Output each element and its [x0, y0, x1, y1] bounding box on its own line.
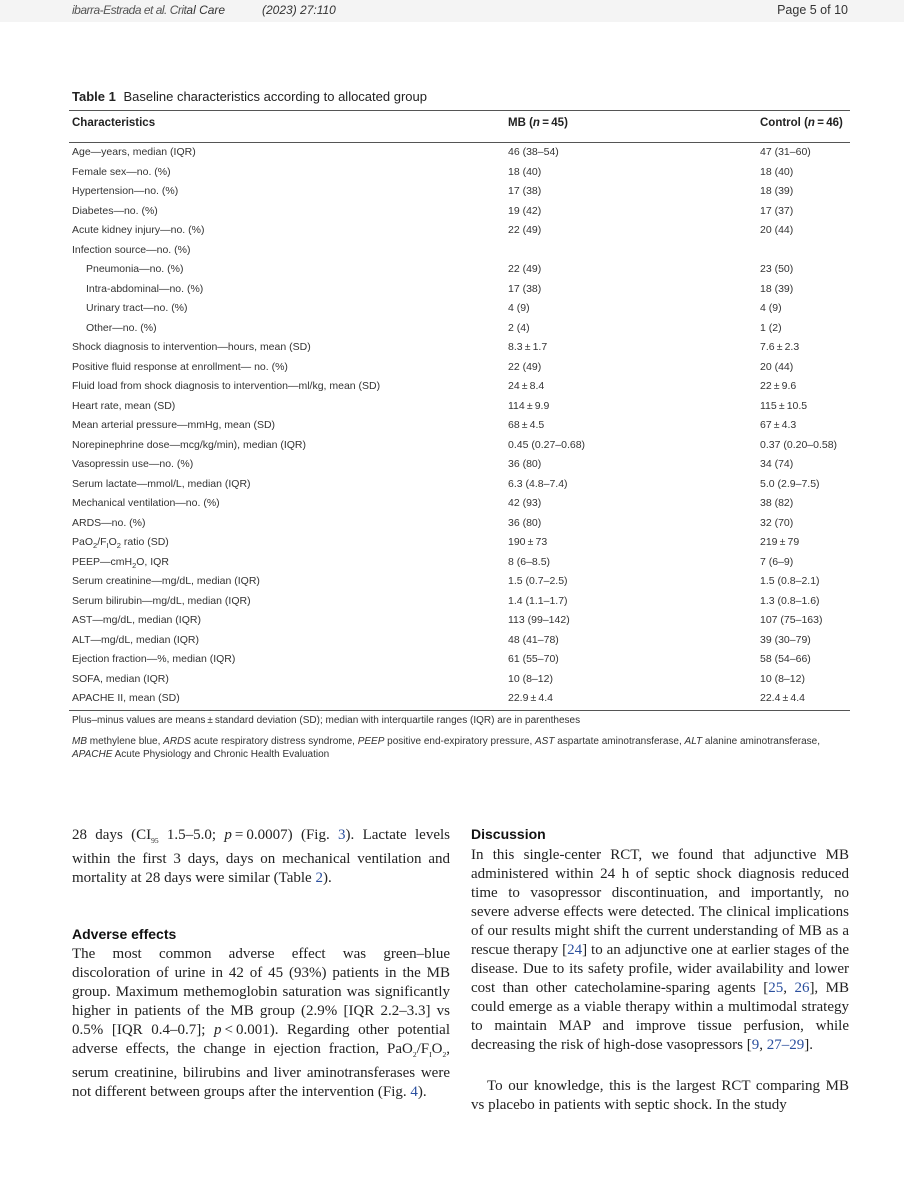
cell-control: 0.37 (0.20–0.58) — [760, 438, 838, 451]
cell-control: 18 (40) — [760, 165, 794, 178]
cell-control: 115 ± 10.5 — [760, 399, 808, 412]
cell-control: 4 (9) — [760, 302, 782, 314]
cell-characteristic: Serum bilirubin—mg/dL, median (IQR) — [72, 594, 251, 607]
cell-characteristic: Serum lactate—mmol/L, median (IQR) — [72, 477, 251, 490]
cell-characteristic: Age—years, median (IQR) — [72, 146, 196, 158]
page-header — [72, 3, 848, 21]
cell-mb: 1.4 (1.1–1.7) — [508, 594, 568, 607]
cell-mb: 113 (99–142) — [508, 614, 570, 626]
cell-mb: 114 ± 9.9 — [508, 399, 550, 412]
table-bottom-rule — [69, 710, 850, 711]
cell-characteristic: SOFA, median (IQR) — [72, 672, 169, 685]
table-header-rule — [69, 142, 850, 143]
cell-characteristic: Urinary tract—no. (%) — [86, 302, 188, 314]
cell-characteristic: Ejection fraction—%, median (IQR) — [72, 653, 236, 665]
table-row — [72, 166, 850, 185]
journal-name: ibarra-Estrada et al. Crital Care — [72, 3, 226, 17]
table-row — [72, 400, 850, 419]
cell-characteristic: Pneumonia—no. (%) — [86, 263, 184, 275]
cell-characteristic: Other—no. (%) — [86, 321, 157, 334]
cell-mb: 18 (40) — [508, 165, 542, 178]
table-row — [72, 634, 850, 653]
cell-mb: 22 (49) — [508, 263, 542, 275]
cell-control: 17 (37) — [760, 204, 794, 217]
table-row — [72, 302, 850, 321]
cell-control: 5.0 (2.9–7.5) — [760, 477, 820, 490]
cell-control: 10 (8–12) — [760, 672, 805, 685]
table-row — [72, 146, 850, 165]
table-row — [72, 556, 850, 575]
table-row — [72, 322, 850, 341]
cell-mb: 22 (49) — [508, 224, 542, 236]
cell-control: 107 (75–163) — [760, 614, 823, 626]
table-row — [72, 458, 850, 477]
cell-control: 7 (6–9) — [760, 555, 794, 568]
cell-mb: 61 (55–70) — [508, 653, 559, 665]
cell-mb: 19 (42) — [508, 204, 542, 217]
cell-characteristic: Infection source—no. (%) — [72, 243, 191, 256]
table-row — [72, 575, 850, 594]
cell-mb: 42 (93) — [508, 497, 542, 509]
table-row — [72, 536, 850, 555]
cell-characteristic: Mean arterial pressure—mmHg, mean (SD) — [72, 419, 276, 431]
heading-discussion: Discussion — [471, 826, 546, 842]
col-header-characteristics: Characteristics — [72, 117, 156, 129]
cell-control: 1.5 (0.8–2.1) — [760, 575, 820, 587]
table-row — [72, 244, 850, 263]
cell-control: 1 (2) — [760, 321, 782, 334]
cell-characteristic: Mechanical ventilation—no. (%) — [72, 497, 220, 509]
cell-control: 22.4 ± 4.4 — [760, 692, 805, 704]
cell-characteristic: Heart rate, mean (SD) — [72, 399, 176, 412]
cell-characteristic: Serum creatinine—mg/dL, median (IQR) — [72, 575, 260, 587]
cell-characteristic: Hypertension—no. (%) — [72, 185, 179, 197]
table-row — [72, 224, 850, 243]
table-caption — [72, 89, 427, 104]
left-para-1: 28 days ($CI_{95}$ 1.5–5.0; p = 0.0007) (Fig. 3). Lactate levels within the first 3 days, days on mechanical ventilation and mortality at 28 days were similar (Table 2). — [72, 827, 450, 886]
table-row — [72, 595, 850, 614]
cell-mb: 190 ± 73 — [508, 536, 548, 548]
table-row — [72, 614, 850, 633]
table-row — [72, 380, 850, 399]
cell-mb: 36 (80) — [508, 458, 542, 470]
cell-characteristic: Norepinephrine dose—mcg/kg/min), median (IQR) — [72, 438, 307, 451]
table-top-rule — [69, 110, 850, 111]
page-number: Page 5 of 10 — [777, 3, 848, 17]
table-row — [72, 653, 850, 672]
cell-control: 20 (44) — [760, 360, 794, 373]
cell-mb: 48 (41–78) — [508, 633, 559, 646]
left-para-2: The most common adverse effect was green–blue discoloration of urine in 42 of 45 (93%) patients in the MB group. Maximum methemoglobin saturation was significantly higher in patients of the MB group (2.9% [IQR 2.2–3.3] vs 0.5% [IQR 0.4–0.7]; p < 0.001). Regarding other potential adverse effects, the change in ejection fraction, $PaO_2/F_IO_2$, serum creatinine, bilirubins and liver aminotransferases were not different between groups after the intervention (Fig. 4). — [72, 946, 450, 1100]
cell-control: 47 (31–60) — [760, 146, 811, 158]
cell-control: 18 (39) — [760, 185, 794, 197]
table-row — [72, 692, 850, 711]
table-row — [72, 439, 850, 458]
cell-mb: 24 ± 8.4 — [508, 380, 545, 392]
col-header-control: Control (n = 46) — [760, 117, 843, 129]
table-footnote-2: MB methylene blue, ARDS acute respiratory distress syndrome, PEEP positive end-expiratory pressure, AST aspartate aminotransferase, ALT alanine aminotransferase, APACHE Acute Physiology and Chronic Health Evaluation — [72, 736, 821, 760]
cell-characteristic: ARDS—no. (%) — [72, 516, 146, 529]
cell-characteristic: Female sex—no. (%) — [72, 165, 171, 178]
cell-control: 18 (39) — [760, 282, 794, 295]
cell-characteristic: $PaO_2/F_IO_2$ ratio (SD) — [72, 536, 169, 551]
cell-characteristic: Vasopressin use—no. (%) — [72, 458, 194, 470]
cell-control: 34 (74) — [760, 458, 794, 470]
table-row — [72, 517, 850, 536]
heading-adverse-effects: Adverse effects — [72, 926, 177, 942]
cell-mb: 46 (38–54) — [508, 146, 559, 158]
table-row — [72, 419, 850, 438]
cell-mb: 22.9 ± 4.4 — [508, 692, 553, 704]
cell-control: 219 ± 79 — [760, 536, 800, 548]
cell-characteristic: Shock diagnosis to intervention—hours, mean (SD) — [72, 341, 311, 353]
cell-control: 39 (30–79) — [760, 633, 811, 646]
cell-control: 32 (70) — [760, 516, 794, 529]
cell-mb: 22 (49) — [508, 360, 542, 373]
table-row — [72, 673, 850, 692]
cell-characteristic: ALT—mg/dL, median (IQR) — [72, 633, 200, 646]
table-row — [72, 283, 850, 302]
journal-volume: (2023) 27:110 — [262, 3, 336, 17]
cell-control: 58 (54–66) — [760, 653, 811, 665]
cell-mb: 68 ± 4.5 — [508, 419, 545, 431]
cell-control: 20 (44) — [760, 224, 794, 236]
table-row — [72, 263, 850, 282]
cell-control: 22 ± 9.6 — [760, 380, 797, 392]
cell-characteristic: Diabetes—no. (%) — [72, 204, 158, 217]
cell-mb: 6.3 (4.8–7.4) — [508, 477, 568, 490]
cell-mb: 36 (80) — [508, 516, 542, 529]
cell-characteristic: Intra-abdominal—no. (%) — [86, 282, 204, 295]
table-row — [72, 185, 850, 204]
cell-characteristic: PEEP—cmH$_2$O, IQR — [72, 555, 169, 570]
cell-control: 7.6 ± 2.3 — [760, 341, 800, 353]
table-row — [72, 205, 850, 224]
cell-characteristic: APACHE II, mean (SD) — [72, 692, 180, 704]
cell-mb: 17 (38) — [508, 185, 542, 197]
table-row — [72, 361, 850, 380]
cell-characteristic: Acute kidney injury—no. (%) — [72, 224, 205, 236]
cell-characteristic: AST—mg/dL, median (IQR) — [72, 614, 201, 626]
cell-mb: 4 (9) — [508, 302, 530, 314]
cell-mb: 10 (8–12) — [508, 672, 553, 685]
cell-characteristic: Fluid load from shock diagnosis to intervention—ml/kg, mean (SD) — [72, 380, 381, 392]
col-header-mb: MB (n = 45) — [508, 117, 568, 129]
table-row — [72, 497, 850, 516]
cell-mb: 8 (6–8.5) — [508, 555, 551, 568]
cell-mb: 8.3 ± 1.7 — [508, 341, 548, 353]
cell-control: 38 (82) — [760, 497, 794, 509]
table-footnote-1: Plus–minus values are means ± standard deviation (SD); median with interquartile ranges (IQR) are in parentheses — [72, 715, 581, 726]
cell-control: 67 ± 4.3 — [760, 419, 797, 431]
cell-mb: 0.45 (0.27–0.68) — [508, 438, 586, 451]
table-caption-text: Baseline characteristics according to allocated group — [123, 89, 427, 104]
cell-control: 23 (50) — [760, 263, 794, 275]
table-label: Table 1 — [72, 89, 116, 104]
cell-control: 1.3 (0.8–1.6) — [760, 594, 820, 607]
cell-mb: 2 (4) — [508, 321, 530, 334]
right-para-1: In this single-center RCT, we found that adjunctive MB administered within 24 h of septic shock diagnosis reduced time to vasopressor discontinuation, and importantly, no severe adverse effects were detected. The clinical implications of our results might shift the current understanding of MB as a rescue therapy [24] to an adjunctive one at earlier stages of the disease. Due to its safety profile, wider availability and lower cost than other catecholamine-sparing agents [25, 26], MB could emerge as a viable therapy within a multimodal strategy to maintain MAP and improve tissue perfusion, while decreasing the risk of high-dose vasopressors [9, 27–29]. — [471, 847, 850, 1053]
right-para-2: To our knowledge, this is the largest RCT comparing MB vs placebo in patients with septic shock. In the study — [471, 1078, 849, 1113]
table-row — [72, 341, 850, 360]
cell-mb: 17 (38) — [508, 282, 542, 295]
cell-mb: 1.5 (0.7–2.5) — [508, 575, 568, 587]
cell-characteristic: Positive fluid response at enrollment— no. (%) — [72, 360, 288, 373]
table-row — [72, 478, 850, 497]
